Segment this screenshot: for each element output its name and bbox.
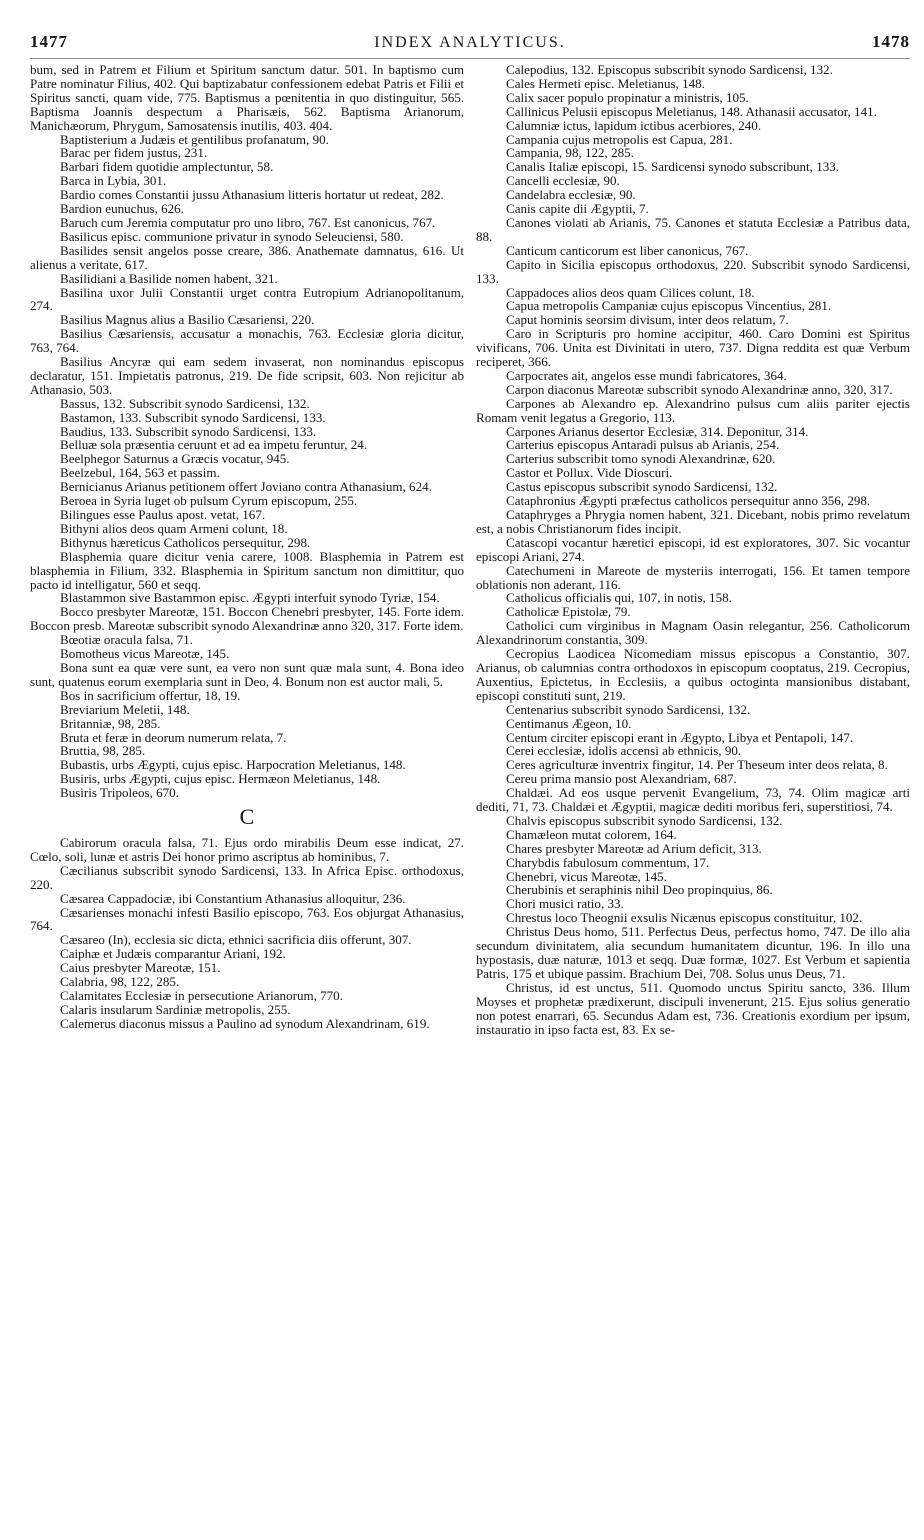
index-entry: Bubastis, urbs Ægypti, cujus episc. Harpocration Meletianus, 148.: [60, 757, 406, 773]
index-entry: Caius presbyter Mareotæ, 151.: [60, 960, 221, 976]
index-entry: Blasphemia quare dicitur venia carere, 1008. Blasphemia in Patrem est blasphemia in Filium, 332. Blasphemia in Spiritum sanctum non dimittitur, quo pacto id intelligatur, 560 et seqq.: [30, 548, 464, 592]
index-entry: Bastamon, 133. Subscribit synodo Sardicensi, 133.: [60, 409, 326, 425]
index-entry: Calaris insularum Sardiniæ metropolis, 255.: [60, 1001, 291, 1017]
index-entry: Caiphæ et Judæis comparantur Ariani, 192.: [60, 946, 286, 962]
index-entry: Carpones ab Alexandro ep. Alexandrino pulsus cum aliis pariter ejectis Romam venit legatus a Gregorio, 113.: [476, 395, 910, 425]
index-entry: Bos in sacrificium offertur, 18, 19.: [60, 687, 241, 703]
page-header: [30, 32, 910, 59]
index-entry: Calamitates Ecclesiæ in persecutione Arianorum, 770.: [60, 988, 343, 1003]
index-entry: Capito in Sicilia episcopus orthodoxus, 220. Subscribit synodo Sardicensi, 133.: [476, 256, 910, 286]
index-entry: Calix sacer populo propinatur a ministris, 105.: [506, 89, 749, 105]
section-letter: C: [239, 804, 255, 830]
index-entry: Chenebri, vicus Mareotæ, 145.: [506, 868, 667, 884]
index-entry: Christus Deus homo, 511. Perfectus Deus, perfectus homo, 747. De illo alia secundum divinitatem, alia secundum humanitatem dicuntur, 196. In illo una hypostasis, duæ naturæ, 1013 et seqq. Duæ formæ, 1027. Est Verbum et sapientia Patris, 175 et ubique passim. Brachium Dei, 708. Solus unus Deus, 71.: [476, 924, 910, 981]
index-entry: Catholicus officialis qui, 107, in notis, 158.: [506, 590, 732, 606]
index-entry: Beelzebul, 164, 563 et passim.: [60, 465, 220, 481]
right-page-number: 1478: [872, 32, 910, 51]
index-entry: Bithynus hæreticus Catholicos persequitur, 298.: [60, 534, 311, 550]
index-entry: Baruch cum Jeremia computatur pro uno libro, 767. Est canonicus, 767.: [60, 214, 436, 230]
index-entry: Cappadoces alios deos quam Cilices colunt, 18.: [506, 284, 755, 300]
index-entry: Chamæleon mutat colorem, 164.: [506, 826, 677, 842]
index-entry: Bocco presbyter Mareotæ, 151. Boccon Chenebri presbyter, 145. Forte idem. Boccon presb. Mareotæ subscribit synodo Alexandrinæ anno 320, 317. Forte idem.: [30, 604, 464, 634]
index-entry: Basilidiani a Basilide nomen habent, 321.: [60, 270, 278, 286]
index-entry: Bruta et feræ in deorum numerum relata, 7.: [60, 729, 287, 745]
index-entry: Bardio comes Constantii jussu Athanasium litteris hortatur ut redeat, 282.: [60, 187, 444, 203]
left-page-number: 1477: [30, 32, 68, 51]
index-entry: Cæsarienses monachi infesti Basilio episcopo, 763. Eos objurgat Athanasius, 764.: [30, 904, 464, 934]
index-entry: Cereu prima mansio post Alexandriam, 687.: [506, 771, 737, 787]
index-entry: Centimanus Ægeon, 10.: [506, 715, 632, 731]
left-column: [30, 63, 464, 1036]
index-entry: Centenarius subscribit synodo Sardicensi, 132.: [506, 701, 751, 717]
index-entry: Barbari fidem quotidie amplectuntur, 58.: [60, 159, 274, 175]
index-entry: Capua metropolis Campaniæ cujus episcopus Vincentius, 281.: [506, 298, 832, 314]
index-entry: Canticum canticorum est liber canonicus, 767.: [506, 242, 749, 258]
index-entry: Carpocrates ait, angelos esse mundi fabricatores, 364.: [506, 367, 787, 383]
index-entry: Baudius, 133. Subscribit synodo Sardicensi, 133.: [60, 423, 317, 439]
index-entry: Cancelli ecclesiæ, 90.: [506, 173, 620, 189]
index-entry: Campania, 98, 122, 285.: [506, 145, 634, 161]
index-entry: Bernicianus Arianus petitionem offert Joviano contra Athanasium, 624.: [60, 479, 432, 495]
index-entry: Candelabra ecclesiæ, 90.: [506, 187, 636, 203]
index-entry: Belluæ sola præsentia ceruunt et ad ea impetu feruntur, 24.: [60, 437, 368, 453]
index-entry: Catholici cum virginibus in Magnam Oasin relegantur, 256. Catholicorum Alexandrinorum constantia, 309.: [476, 618, 910, 648]
index-entry: Baptisterium a Judæis et gentilibus profanatum, 90.: [60, 131, 329, 147]
index-entry: Castus episcopus subscribit synodo Sardicensi, 132.: [506, 479, 778, 495]
index-entry: Christus, id est unctus, 511. Quomodo unctus Spiritu sancto, 336. Illum Moyses et prophetæ prædixerunt, discipuli invenerunt, 215. Ejus solius generatio non potest enarrari, 65. Secundus Adam est, 736. Creationis exordium per ipsum, instauratio in ipso facta est, 83. Ex se-: [476, 979, 910, 1037]
index-entry: Bithyni alios deos quam Armeni colunt, 18.: [60, 520, 288, 536]
index-entry: Cæsareo (In), ecclesia sic dicta, ethnici sacrificia diis offerunt, 307.: [60, 932, 412, 948]
index-entry: Cæcilianus subscribit synodo Sardicensi, 133. In Africa Episc. orthodoxus, 220.: [30, 862, 464, 892]
index-entry: Chalvis episcopus subscribit synodo Sardicensi, 132.: [506, 812, 783, 828]
index-entry: Chori musici ratio, 33.: [506, 896, 624, 912]
index-entry: Chares presbyter Mareotæ ad Arium deficit, 313.: [506, 840, 762, 856]
index-entry: Caro in Scripturis pro homine accipitur, 460. Caro Domini est Spiritus vivificans, 706. Unita est Divinitati in utero, 737. Digna reddita est quæ Verbum reciperet, 366.: [476, 326, 910, 370]
index-entry: Chrestus loco Theognii exsulis Nicænus episcopus constituitur, 102.: [506, 910, 863, 926]
index-entry: Breviarium Meletii, 148.: [60, 701, 190, 717]
index-entry: Canones violati ab Arianis, 75. Canones et statuta Ecclesiæ a Patribus data, 88.: [476, 214, 910, 244]
index-entry: Caput hominis seorsim divisum, inter deos relatum, 7.: [506, 312, 789, 328]
index-entry: Basilius Magnus alius a Basilio Cæsariensi, 220.: [60, 312, 315, 328]
index-columns: [30, 63, 910, 1036]
index-entry: Calabria, 98, 122, 285.: [60, 974, 180, 990]
index-entry: Ceres agriculturæ inventrix fingitur, 14. Per Theseum inter deos relata, 8.: [506, 757, 888, 773]
running-title: INDEX ANALYTICUS.: [374, 34, 566, 51]
index-entry: Bardion eunuchus, 626.: [60, 201, 184, 217]
index-entry: Bomotheus vicus Mareotæ, 145.: [60, 646, 230, 662]
index-entry: Cecropius Laodicea Nicomediam missus episcopus a Constantio, 307. Arianus, ob calumnias contra orthodoxos in episcopum cooptatus, 219. Cecropius, Auxentius, Epictetus, in Ecclesiis, a quibus octoginta mansionibus distabant, episcopi constituti sunt, 219.: [476, 646, 910, 703]
index-entry: Carterius episcopus Antaradi pulsus ab Arianis, 254.: [506, 437, 780, 453]
index-entry: Barca in Lybia, 301.: [60, 173, 167, 189]
index-entry: Blastammon sive Bastammon episc. Ægypti interfuit synodo Tyriæ, 154.: [60, 590, 440, 606]
index-entry: Cherubinis et seraphinis nihil Deo propinquius, 86.: [506, 882, 773, 898]
index-entry: Bassus, 132. Subscribit synodo Sardicensi, 132.: [60, 395, 310, 411]
index-entry: Basilius Ancyræ qui eam sedem invaserat, non nominandus episcopus declaratur, 151. Impietatis patronus, 219. De fide scripsit, 603. Non rejicitur ab Athanasio, 503.: [30, 354, 464, 397]
index-entry: Britanniæ, 98, 285.: [60, 715, 161, 731]
index-entry: Bona sunt ea quæ vere sunt, ea vero non sunt quæ mala sunt, 4. Bona ideo sunt, quatenus eorum exemplaria sunt in Deo, 4. Bonum non est auctor mali, 5.: [30, 659, 464, 689]
index-entry: Castor et Pollux. Vide Dioscuri.: [506, 465, 673, 481]
index-entry: Cabirorum oracula falsa, 71. Ejus ordo mirabilis Deum esse indicat, 27. Cœlo, soli, lunæ et astris Dei honor primo ascriptus ab hominibus, 7.: [30, 835, 464, 864]
index-entry: Bilingues esse Paulus apost. vetat, 167.: [60, 507, 266, 522]
index-entry: bum, sed in Patrem et Filium et Spiritum sanctum datur. 501. In baptismo cum Patre nominatur Filius, 402. Qui baptizabatur confessionem edebat Patris et Filii et Spiritus sancti, quam vide, 775. Baptismus a pœnitentia in quo distinguitur, 565. Baptisma Joannis despectum a Pharisæis, 562. Baptisma Arianorum, Manichæorum, Phrygum, Samosatensis inutilis, 403. 404.: [30, 62, 464, 133]
index-entry: Canalis Italiæ episcopi, 15. Sardicensi synodo subscribunt, 133.: [506, 159, 840, 175]
index-entry: Calemerus diaconus missus a Paulino ad synodum Alexandrinam, 619.: [60, 1015, 430, 1031]
index-entry: Cataphryges a Phrygia nomen habent, 321. Dicebant, nobis primo revelatum est, a nobis Christianorum fides incipit.: [476, 507, 910, 536]
index-entry: Calumniæ ictus, lapidum ictibus acerbiores, 240.: [506, 117, 762, 133]
index-entry: Basilina uxor Julii Constantii urget contra Eutropium Adrianopolitanum, 274.: [30, 284, 464, 314]
index-entry: Busiris, urbs Ægypti, cujus episc. Hermæon Meletianus, 148.: [60, 771, 381, 787]
index-entry: Carpon diaconus Mareotæ subscribit synodo Alexandrinæ anno, 320, 317.: [506, 381, 893, 397]
index-entry: Cales Hermeti episc. Meletianus, 148.: [506, 75, 705, 91]
index-entry: Bruttia, 98, 285.: [60, 743, 146, 759]
index-entry: Basilides sensit angelos posse creare, 386. Anathemate damnatus, 616. Ut alienus a veritate, 617.: [30, 242, 464, 272]
right-column: [476, 63, 910, 1036]
index-entry: Callinicus Pelusii episcopus Meletianus, 148. Athanasii accusator, 141.: [506, 103, 877, 119]
index-entry: Centum circiter episcopi erant in Ægypto, Libya et Pentapoli, 147.: [506, 729, 854, 745]
index-entry: Busiris Tripoleos, 670.: [60, 785, 179, 801]
index-entry: Calepodius, 132. Episcopus subscribit synodo Sardicensi, 132.: [506, 62, 833, 77]
index-entry: Campania cujus metropolis est Capua, 281.: [506, 131, 733, 147]
index-entry: Carterius subscribit tomo synodi Alexandrinæ, 620.: [506, 451, 776, 467]
index-entry: Cerei ecclesiæ, idolis accensi ab ethnicis, 90.: [506, 743, 742, 759]
index-entry: Basilicus episc. communione privatur in synodo Seleuciensi, 580.: [60, 228, 404, 244]
index-entry: Cataphronius Ægypti præfectus catholicos persequitur anno 356, 298.: [506, 493, 871, 509]
index-entry: Beelphegor Saturnus a Græcis vocatur, 945.: [60, 451, 290, 467]
index-entry: Canis capite dii Ægyptii, 7.: [506, 201, 649, 217]
index-entry: Catechumeni in Mareote de mysteriis interrogati, 156. Et tamen tempore oblationis non aderant, 116.: [476, 562, 910, 592]
index-entry: Catholicæ Epistolæ, 79.: [506, 604, 631, 620]
index-entry: Cæsarea Cappadociæ, ibi Constantium Athanasius alloquitur, 236.: [60, 890, 406, 906]
index-entry: Carpones Arianus desertor Ecclesiæ, 314. Deponitur, 314.: [506, 423, 809, 439]
index-entry: Bœotiæ oracula falsa, 71.: [60, 632, 193, 648]
index-entry: Catascopi vocantur hæretici episcopi, id est exploratores, 307. Sic vocantur episcopi Ariani, 274.: [476, 534, 910, 564]
index-entry: Barac per fidem justus, 231.: [60, 145, 208, 161]
index-entry: Chaldæi. Ad eos usque pervenit Evangelium, 73, 74. Olim magicæ arti dediti, 71, 73. Chaldæi et Ægyptii, magicæ dediti moribus feri, superstitiosi, 74.: [476, 785, 910, 815]
index-entry: Charybdis fabulosum commentum, 17.: [506, 854, 710, 870]
index-entry: Beroea in Syria luget ob pulsum Cyrum episcopum, 255.: [60, 493, 358, 509]
index-entry: Basilius Cæsariensis, accusatur a monachis, 763. Ecclesiæ gloria dicitur, 763, 764.: [30, 326, 464, 356]
